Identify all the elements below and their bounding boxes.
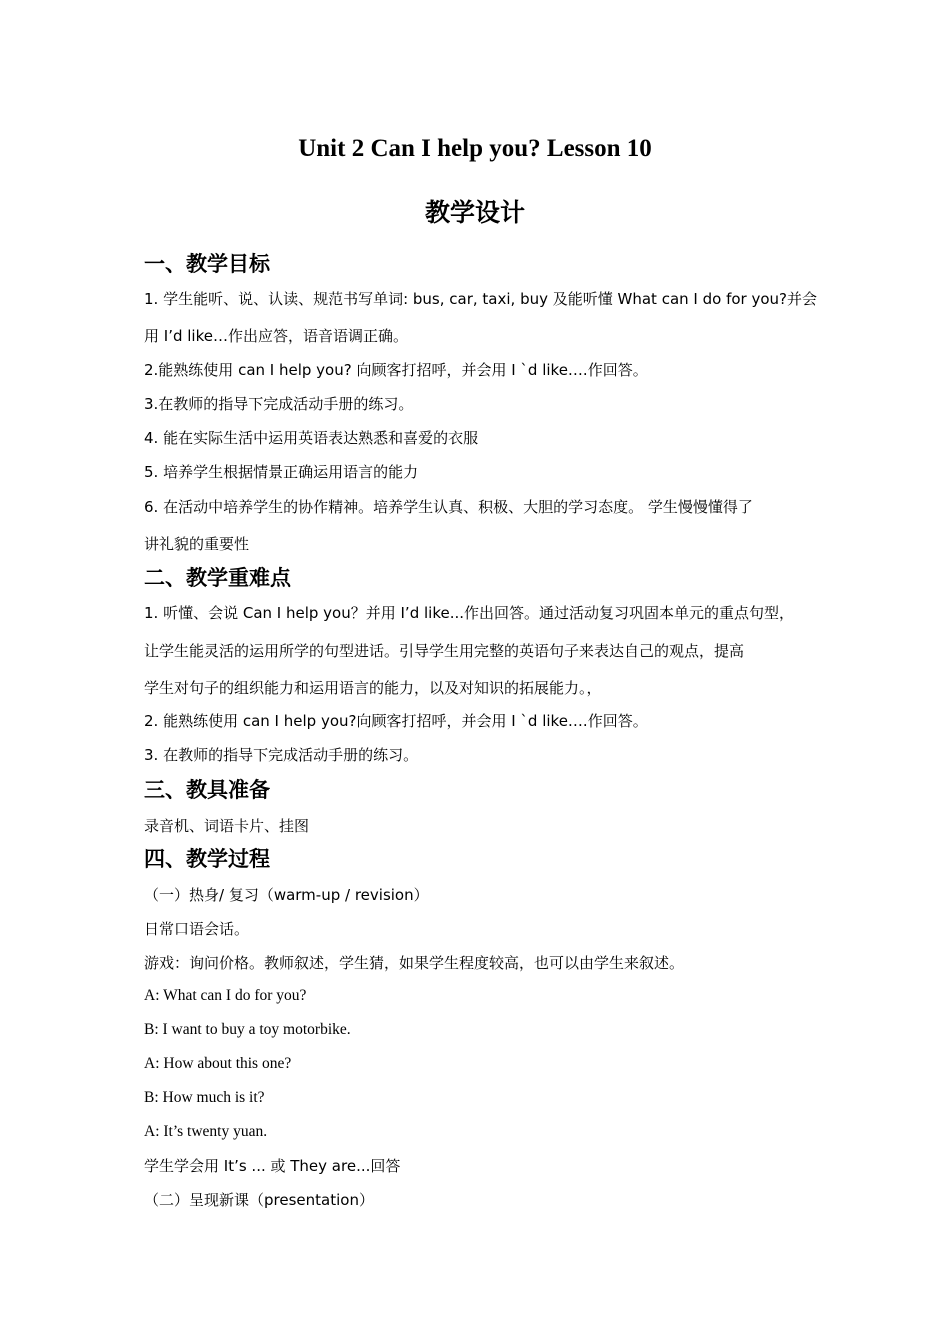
paragraph-line: 6. 在活动中培养学生的协作精神。培养学生认真、积极、大胆的学习态度。 学生慢慢懂得了 — [144, 498, 753, 516]
dialogue-line: A: It’s twenty yuan. — [144, 1123, 268, 1140]
paragraph-line: 3. 在教师的指导下完成活动手册的练习。 — [144, 746, 419, 764]
paragraph-line: 1. 学生能听、说、认读、规范书写单词: bus, car, taxi, buy 及能听懂 What can I do for you?并会 — [144, 290, 817, 308]
paragraph-line: 用 I’d like…作出应答，语音语调正确。 — [144, 327, 408, 345]
section-heading-objectives: 一、教学目标 — [144, 252, 270, 276]
paragraph-line: （二）呈现新课（presentation） — [144, 1191, 374, 1209]
document-title: Unit 2 Can I help you? Lesson 10 — [298, 135, 652, 162]
paragraph-line: 日常口语会话。 — [144, 920, 250, 938]
paragraph-line: 让学生能灵活的运用所学的句型进话。引导学生用完整的英语句子来表达自己的观点，提高 — [144, 642, 745, 660]
paragraph-line: 4. 能在实际生活中运用英语表达熟悉和喜爱的衣服 — [144, 429, 479, 447]
paragraph-line: 讲礼貌的重要性 — [144, 535, 250, 553]
paragraph-line: 学生对句子的组织能力和运用语言的能力，以及对知识的拓展能力。， — [144, 679, 602, 697]
paragraph-line: 5. 培养学生根据情景正确运用语言的能力 — [144, 463, 419, 481]
paragraph-line: 录音机、词语卡片、挂图 — [144, 817, 310, 835]
dialogue-line: A: How about this one? — [144, 1055, 292, 1072]
section-heading-process: 四、教学过程 — [144, 847, 270, 871]
paragraph-line: 学生学会用 It’s ... 或 They are...回答 — [144, 1157, 401, 1175]
paragraph-line: （一）热身/ 复习（warm-up / revision） — [144, 886, 429, 904]
paragraph-line: 游戏：询问价格。教师叙述，学生猜，如果学生程度较高，也可以由学生来叙述。 — [144, 954, 685, 972]
paragraph-line: 2. 能熟练使用 can I help you?向顾客打招呼，并会用 I `d like….作回答。 — [144, 712, 648, 730]
section-heading-key-points: 二、教学重难点 — [144, 566, 291, 590]
dialogue-line: B: How much is it? — [144, 1089, 265, 1106]
paragraph-line: 3.在教师的指导下完成活动手册的练习。 — [144, 395, 414, 413]
paragraph-line: 2.能熟练使用 can I help you? 向顾客打招呼，并会用 I `d like….作回答。 — [144, 361, 648, 379]
document-subtitle: 教学设计 — [424, 198, 525, 227]
dialogue-line: A: What can I do for you? — [144, 987, 307, 1004]
dialogue-line: B: I want to buy a toy motorbike. — [144, 1021, 351, 1038]
section-heading-materials: 三、教具准备 — [144, 778, 270, 802]
paragraph-line: 1. 听懂、会说 Can I help you？并用 I’d like...作出回答。通过活动复习巩固本单元的重点句型， — [144, 604, 795, 622]
